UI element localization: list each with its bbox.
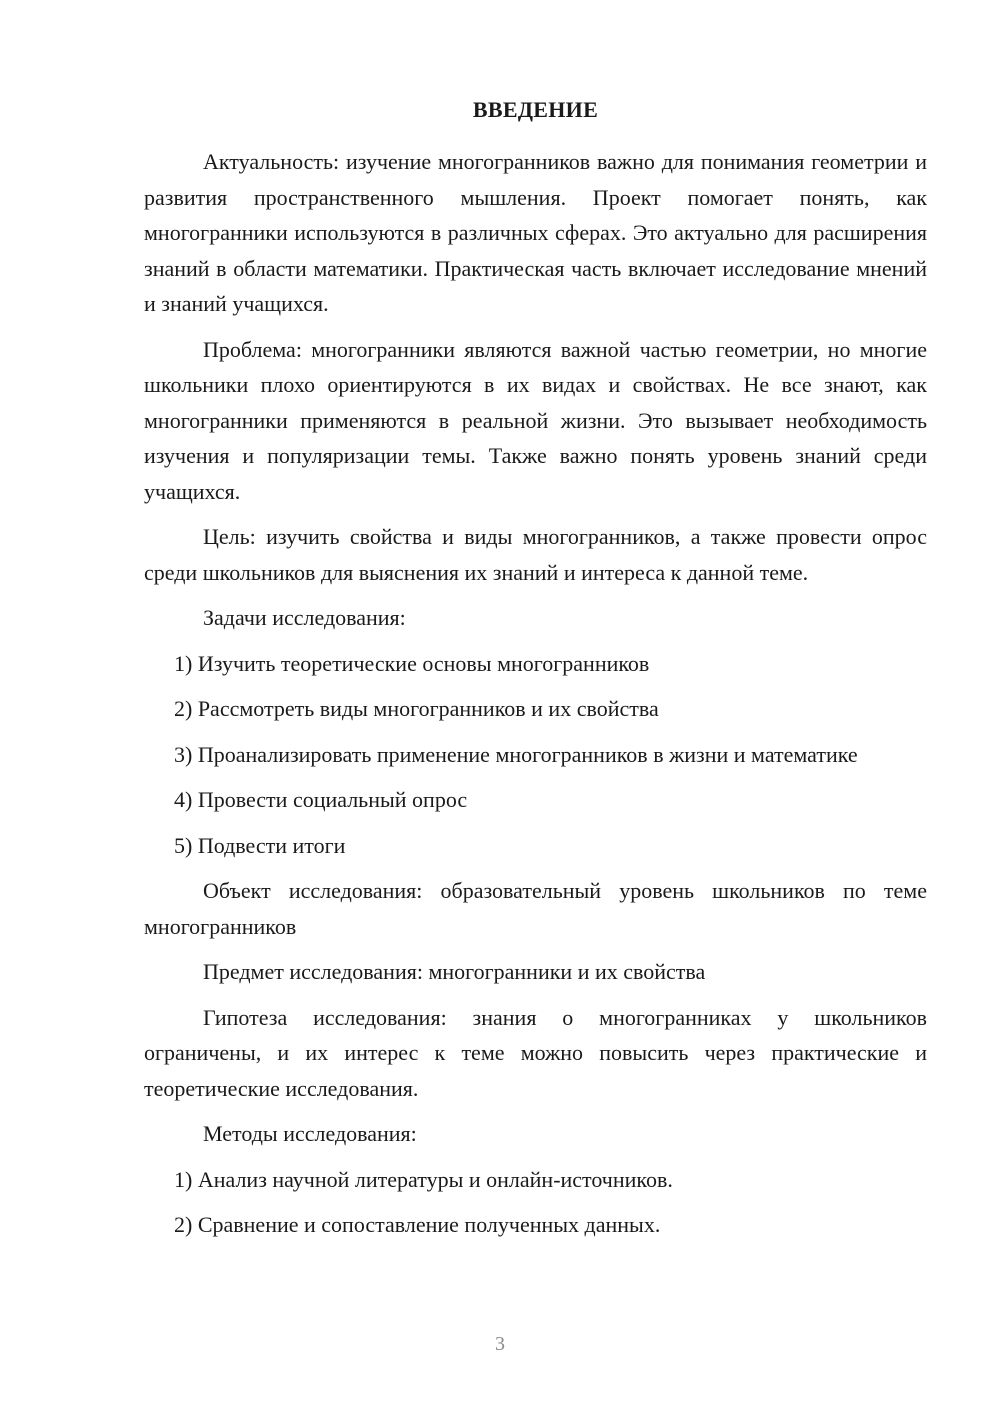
- page-number: 3: [495, 1333, 505, 1355]
- method-item-1: 1) Анализ научной литературы и онлайн-источников.: [174, 1166, 673, 1192]
- problem-paragraph: Проблема: многогранники являются важной частью геометрии, но многие школьники плохо ориентируются в их видах и свойствах. Не все знают, как многогранники применяются в реальной жизни. Это вызывает необходимость изучения и популяризации темы. Также важно понять уровень знаний среди учащихся.: [144, 336, 927, 504]
- task-item-5: 5) Подвести итоги: [174, 832, 346, 858]
- task-item-1: 1) Изучить теоретические основы многогранников: [174, 650, 650, 676]
- relevance-paragraph: Актуальность: изучение многогранников важно для понимания геометрии и развития пространственного мышления. Проект помогает понять, как многогранники используются в различных сферах. Это актуально для расширения знаний в области математики. Практическая часть включает исследование мнений и знаний учащихся.: [144, 149, 927, 316]
- document-page: [144, 96, 927, 1253]
- methods-heading: Методы исследования:: [203, 1121, 417, 1146]
- task-item-3: 3) Проанализировать применение многогранников в жизни и математике: [174, 741, 858, 767]
- task-item-4: 4) Провести социальный опрос: [174, 787, 468, 812]
- hypothesis-paragraph: Гипотеза исследования: знания о многогранниках у школьников ограничены, и их интерес к теме можно повысить через практические и теоретические исследования.: [144, 1004, 927, 1101]
- subject-paragraph: Предмет исследования: многогранники и их свойства: [203, 959, 706, 984]
- page-title: ВВЕДЕНИЕ: [472, 97, 599, 122]
- tasks-heading: Задачи исследования:: [203, 605, 406, 630]
- object-paragraph: Объект исследования: образовательный уровень школьников по теме многогранников: [144, 878, 927, 939]
- goal-paragraph: Цель: изучить свойства и виды многогранников, а также провести опрос среди школьников для выяснения их знаний и интереса к данной теме.: [144, 524, 927, 585]
- method-item-2: 2) Сравнение и сопоставление полученных данных.: [174, 1212, 661, 1237]
- task-item-2: 2) Рассмотреть виды многогранников и их свойства: [174, 696, 659, 721]
